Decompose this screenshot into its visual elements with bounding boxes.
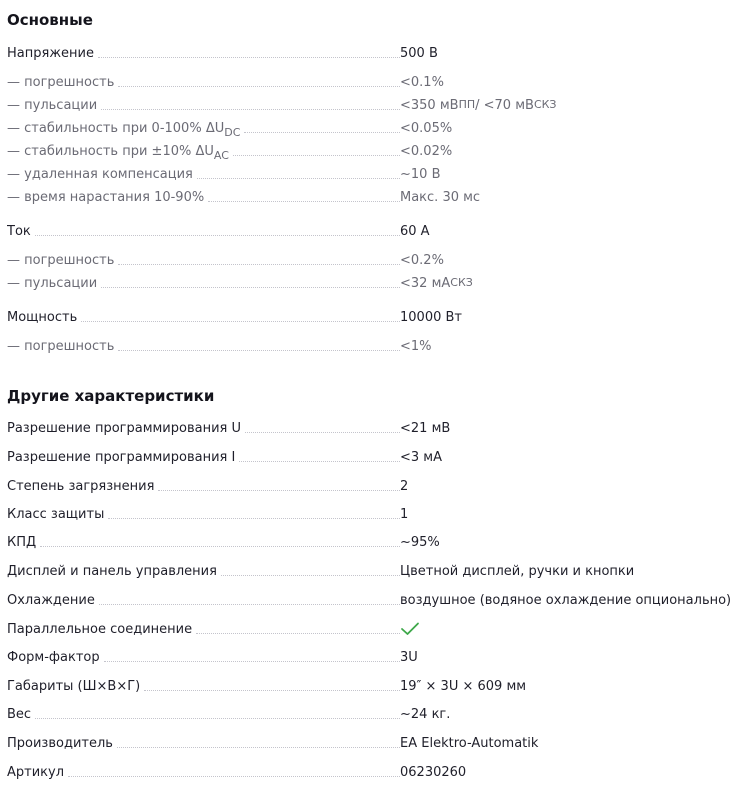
- spec-value: <3 мА: [400, 449, 442, 465]
- spec-row-current-ripple: — пульсации <32 мА СКЗ: [7, 275, 473, 291]
- dotted-leader: [99, 604, 400, 605]
- dotted-leader: [245, 432, 400, 433]
- spec-label-subscript: AC: [213, 148, 229, 162]
- spec-value: <1%: [400, 338, 432, 354]
- spec-label: Форм-фактор: [7, 649, 100, 665]
- spec-value: воздушное (водяное охлаждение опционально): [400, 592, 732, 608]
- spec-row-voltage: [7, 42, 747, 64]
- spec-value: <0.02%: [400, 143, 453, 159]
- spec-label: — пульсации: [7, 275, 98, 291]
- dotted-leader: [101, 287, 400, 288]
- spec-value: 10000 Вт: [400, 309, 462, 325]
- spec-label: Артикул: [7, 764, 65, 780]
- spec-row-current: [7, 220, 747, 242]
- spec-label-subscript: DC: [224, 125, 241, 139]
- spec-row-rise-time: [7, 186, 747, 208]
- spec-label: Охлаждение: [7, 592, 95, 608]
- spec-value: 60 А: [400, 223, 430, 239]
- spec-row-resolution-u: [7, 417, 747, 439]
- dotted-leader: [144, 690, 400, 691]
- spec-row-stability-dc: [7, 117, 747, 139]
- spec-value: <0.2%: [400, 252, 444, 268]
- spec-label: — погрешность: [7, 252, 115, 268]
- spec-label: Габариты (Ш×В×Г): [7, 678, 141, 694]
- dotted-leader: [98, 57, 400, 58]
- spec-value: <350 мВ: [400, 97, 459, 113]
- spec-row-dimensions: [7, 675, 747, 697]
- spec-value: Цветной дисплей, ручки и кнопки: [400, 563, 635, 579]
- spec-row-weight: [7, 703, 747, 725]
- spec-row-pollution-degree: [7, 475, 747, 497]
- spec-row-protection-class: [7, 503, 747, 525]
- dotted-leader: [233, 155, 400, 156]
- spec-label: Вес: [7, 706, 32, 722]
- check-icon: [400, 618, 420, 640]
- dotted-leader: [239, 461, 400, 462]
- spec-row-efficiency: [7, 531, 747, 553]
- spec-value: <0.05%: [400, 120, 453, 136]
- spec-value: 19″ × 3U × 609 мм: [400, 678, 527, 694]
- dotted-leader: [158, 490, 400, 491]
- spec-row-resolution-i: [7, 446, 747, 468]
- spec-row-display: [7, 560, 747, 582]
- spec-value: 1: [400, 506, 409, 522]
- spec-row-cooling: [7, 589, 747, 611]
- spec-label: Производитель: [7, 735, 113, 751]
- spec-label: — погрешность: [7, 74, 115, 90]
- dotted-leader: [208, 201, 400, 202]
- spec-value: ~24 кг.: [400, 706, 451, 722]
- spec-value: 06230260: [400, 764, 467, 780]
- spec-value: EA Elektro-Automatik: [400, 735, 539, 751]
- spec-label: — стабильность при ±10% $\Delta U_{AC}$: [7, 143, 229, 162]
- spec-value: <0.1%: [400, 74, 444, 90]
- spec-value: 500 В: [400, 45, 438, 61]
- dotted-leader: [68, 776, 400, 777]
- spec-row-power: [7, 306, 747, 328]
- dotted-leader: [244, 132, 400, 133]
- spec-row-stability-ac: [7, 140, 747, 162]
- spec-label: Степень загрязнения: [7, 478, 155, 494]
- dotted-leader: [221, 575, 400, 576]
- spec-row-remote-sense: [7, 163, 747, 185]
- dotted-leader: [117, 747, 400, 748]
- spec-value: <21 мВ: [400, 420, 451, 436]
- dotted-leader: [118, 264, 400, 265]
- spec-label: Параллельное соединение: [7, 621, 193, 637]
- spec-value: 3U: [400, 649, 418, 665]
- spec-label: Напряжение: [7, 45, 94, 61]
- spec-label: Класс защиты: [7, 506, 105, 522]
- spec-row-article: [7, 761, 747, 783]
- dotted-leader: [108, 518, 400, 519]
- spec-label: КПД: [7, 534, 37, 550]
- spec-row-voltage-ripple: — пульсации <350 мВ ПП / <70 мВ СКЗ: [7, 97, 557, 113]
- spec-label: Разрешение программирования U: [7, 420, 242, 436]
- spec-label: — удаленная компенсация: [7, 166, 193, 182]
- spec-value: 2: [400, 478, 409, 494]
- spec-label: Ток: [7, 223, 31, 239]
- spec-value: <32 мА: [400, 275, 451, 291]
- spec-label: Мощность: [7, 309, 78, 325]
- dotted-leader: [118, 86, 400, 87]
- spec-row-current-accuracy: [7, 249, 747, 271]
- spec-value: Макс. 30 мс: [400, 189, 481, 205]
- spec-row-manufacturer: [7, 732, 747, 754]
- dotted-leader: [104, 661, 400, 662]
- spec-label: Дисплей и панель управления: [7, 563, 217, 579]
- dotted-leader: [35, 235, 400, 236]
- spec-label: — погрешность: [7, 338, 115, 354]
- dotted-leader: [118, 350, 400, 351]
- spec-label: Разрешение программирования I: [7, 449, 236, 465]
- section-title-other: Другие характеристики: [7, 387, 215, 405]
- dotted-leader: [101, 109, 400, 110]
- spec-label: — время нарастания 10-90%: [7, 189, 205, 205]
- spec-label: — стабильность при 0-100% $\Delta U_{DC}$: [7, 120, 241, 139]
- spec-row-parallel: [7, 618, 747, 640]
- spec-label: — пульсации: [7, 97, 98, 113]
- dotted-leader: [196, 633, 400, 634]
- dotted-leader: [197, 178, 400, 179]
- spec-value: ~10 В: [400, 166, 441, 182]
- spec-value: ~95%: [400, 534, 440, 550]
- dotted-leader: [40, 546, 400, 547]
- spec-row-power-accuracy: [7, 335, 747, 357]
- spec-row-form-factor: [7, 646, 747, 668]
- dotted-leader: [81, 321, 400, 322]
- spec-row-voltage-accuracy: [7, 71, 747, 93]
- spec-value-secondary: / <70 мВ: [475, 97, 534, 113]
- dotted-leader: [35, 718, 400, 719]
- section-title-main: Основные: [7, 11, 93, 29]
